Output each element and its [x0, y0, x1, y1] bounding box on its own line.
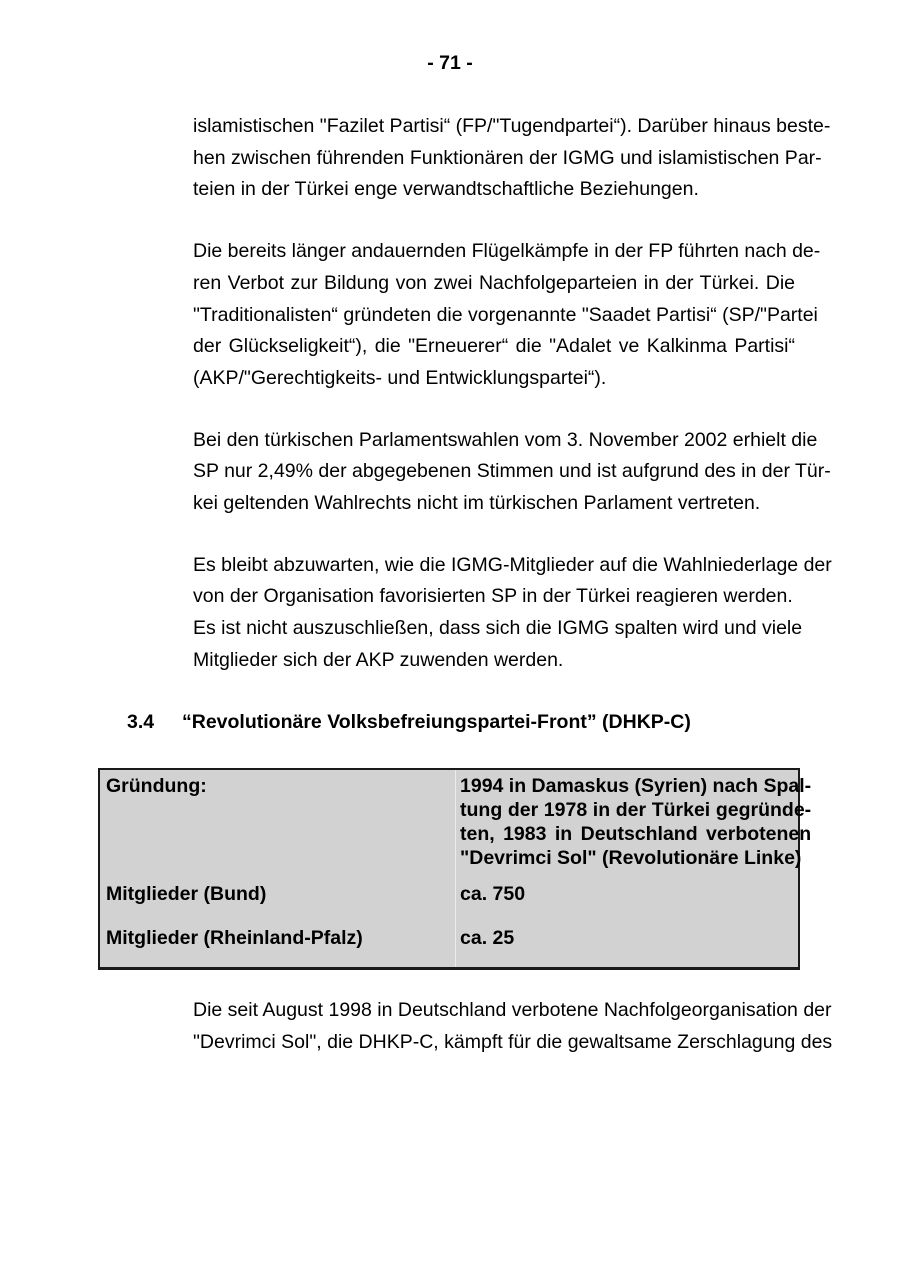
table-value-line: ten, 1983 in Deutschland verbotenen — [460, 823, 812, 846]
text-line: "Devrimci Sol", die DHKP-C, kämpft für die gewaltsame Zerschlagung des — [193, 1030, 833, 1053]
paragraphs-before — [193, 111, 832, 677]
text-line: Die seit August 1998 in Deutschland verbotene Nachfolgeorganisation der — [193, 999, 832, 1022]
table-value-line: "Devrimci Sol" (Revolutionäre Linke) — [460, 847, 802, 870]
section-title: “Revolutionäre Volksbefreiungspartei-Front” (DHKP-C) — [182, 710, 691, 733]
table-label-cell: Gründung: — [106, 775, 207, 798]
table-value-cell — [455, 922, 798, 967]
section-number: 3.4 — [127, 710, 155, 733]
table-row — [100, 922, 798, 967]
text-line: hen zwischen führenden Funktionären der IGMG und islamistischen Par- — [193, 146, 822, 169]
paragraph — [193, 425, 831, 520]
page-number: - 71 - — [427, 52, 473, 74]
paragraph — [193, 236, 821, 395]
text-line: der Glückseligkeit“), die "Erneuerer“ die "Adalet ve Kalkinma Partisi“ — [193, 335, 795, 358]
paragraphs-after — [193, 995, 833, 1058]
text-line: islamistischen "Fazilet Partisi“ (FP/"Tugendpartei“). Darüber hinaus beste- — [193, 115, 831, 137]
table-value-line: 1994 in Damaskus (Syrien) nach Spal- — [460, 775, 812, 798]
paragraph — [193, 995, 833, 1058]
table-value-line: ca. 750 — [460, 883, 526, 906]
text-line: ren Verbot zur Bildung von zwei Nachfolgeparteien in der Türkei. Die — [193, 271, 795, 294]
page-content — [106, 111, 833, 1089]
table-value-line: ca. 25 — [460, 927, 515, 950]
table-row — [100, 878, 798, 922]
text-line: teien in der Türkei enge verwandtschaftliche Beziehungen. — [193, 178, 699, 201]
text-line: Die bereits länger andauernden Flügelkämpfe in der FP führten nach de- — [193, 240, 821, 263]
section-heading — [127, 707, 795, 739]
table-row — [100, 770, 812, 878]
paragraph — [193, 111, 831, 206]
table-value-cell — [455, 878, 798, 922]
paragraph — [193, 550, 832, 677]
text-line: kei geltenden Wahlrechts nicht im türkischen Parlament vertreten. — [193, 492, 761, 515]
text-line: von der Organisation favorisierten SP in der Türkei reagieren werden. — [193, 585, 793, 608]
text-line: Es ist nicht auszuschließen, dass sich die IGMG spalten wird und viele — [193, 617, 803, 640]
fact-table — [98, 768, 812, 970]
table-value-line: tung der 1978 in der Türkei gegründe- — [460, 799, 812, 822]
table-label-cell: Mitglieder (Bund) — [106, 883, 267, 906]
text-line: Es bleibt abzuwarten, wie die IGMG-Mitglieder auf die Wahlniederlage der — [193, 553, 832, 576]
text-line: Bei den türkischen Parlamentswahlen vom 3. November 2002 erhielt die — [193, 428, 818, 451]
table-label-cell: Mitglieder (Rheinland-Pfalz) — [106, 927, 363, 950]
text-line: Mitglieder sich der AKP zuwenden werden. — [193, 648, 564, 671]
text-line: (AKP/"Gerechtigkeits- und Entwicklungspartei“). — [193, 366, 607, 389]
table-value-cell — [455, 770, 816, 878]
text-line: SP nur 2,49% der abgegebenen Stimmen und ist aufgrund des in der Tür- — [193, 460, 831, 483]
text-line: "Traditionalisten“ gründeten die vorgenannte "Saadet Partisi“ (SP/"Partei — [193, 303, 818, 326]
